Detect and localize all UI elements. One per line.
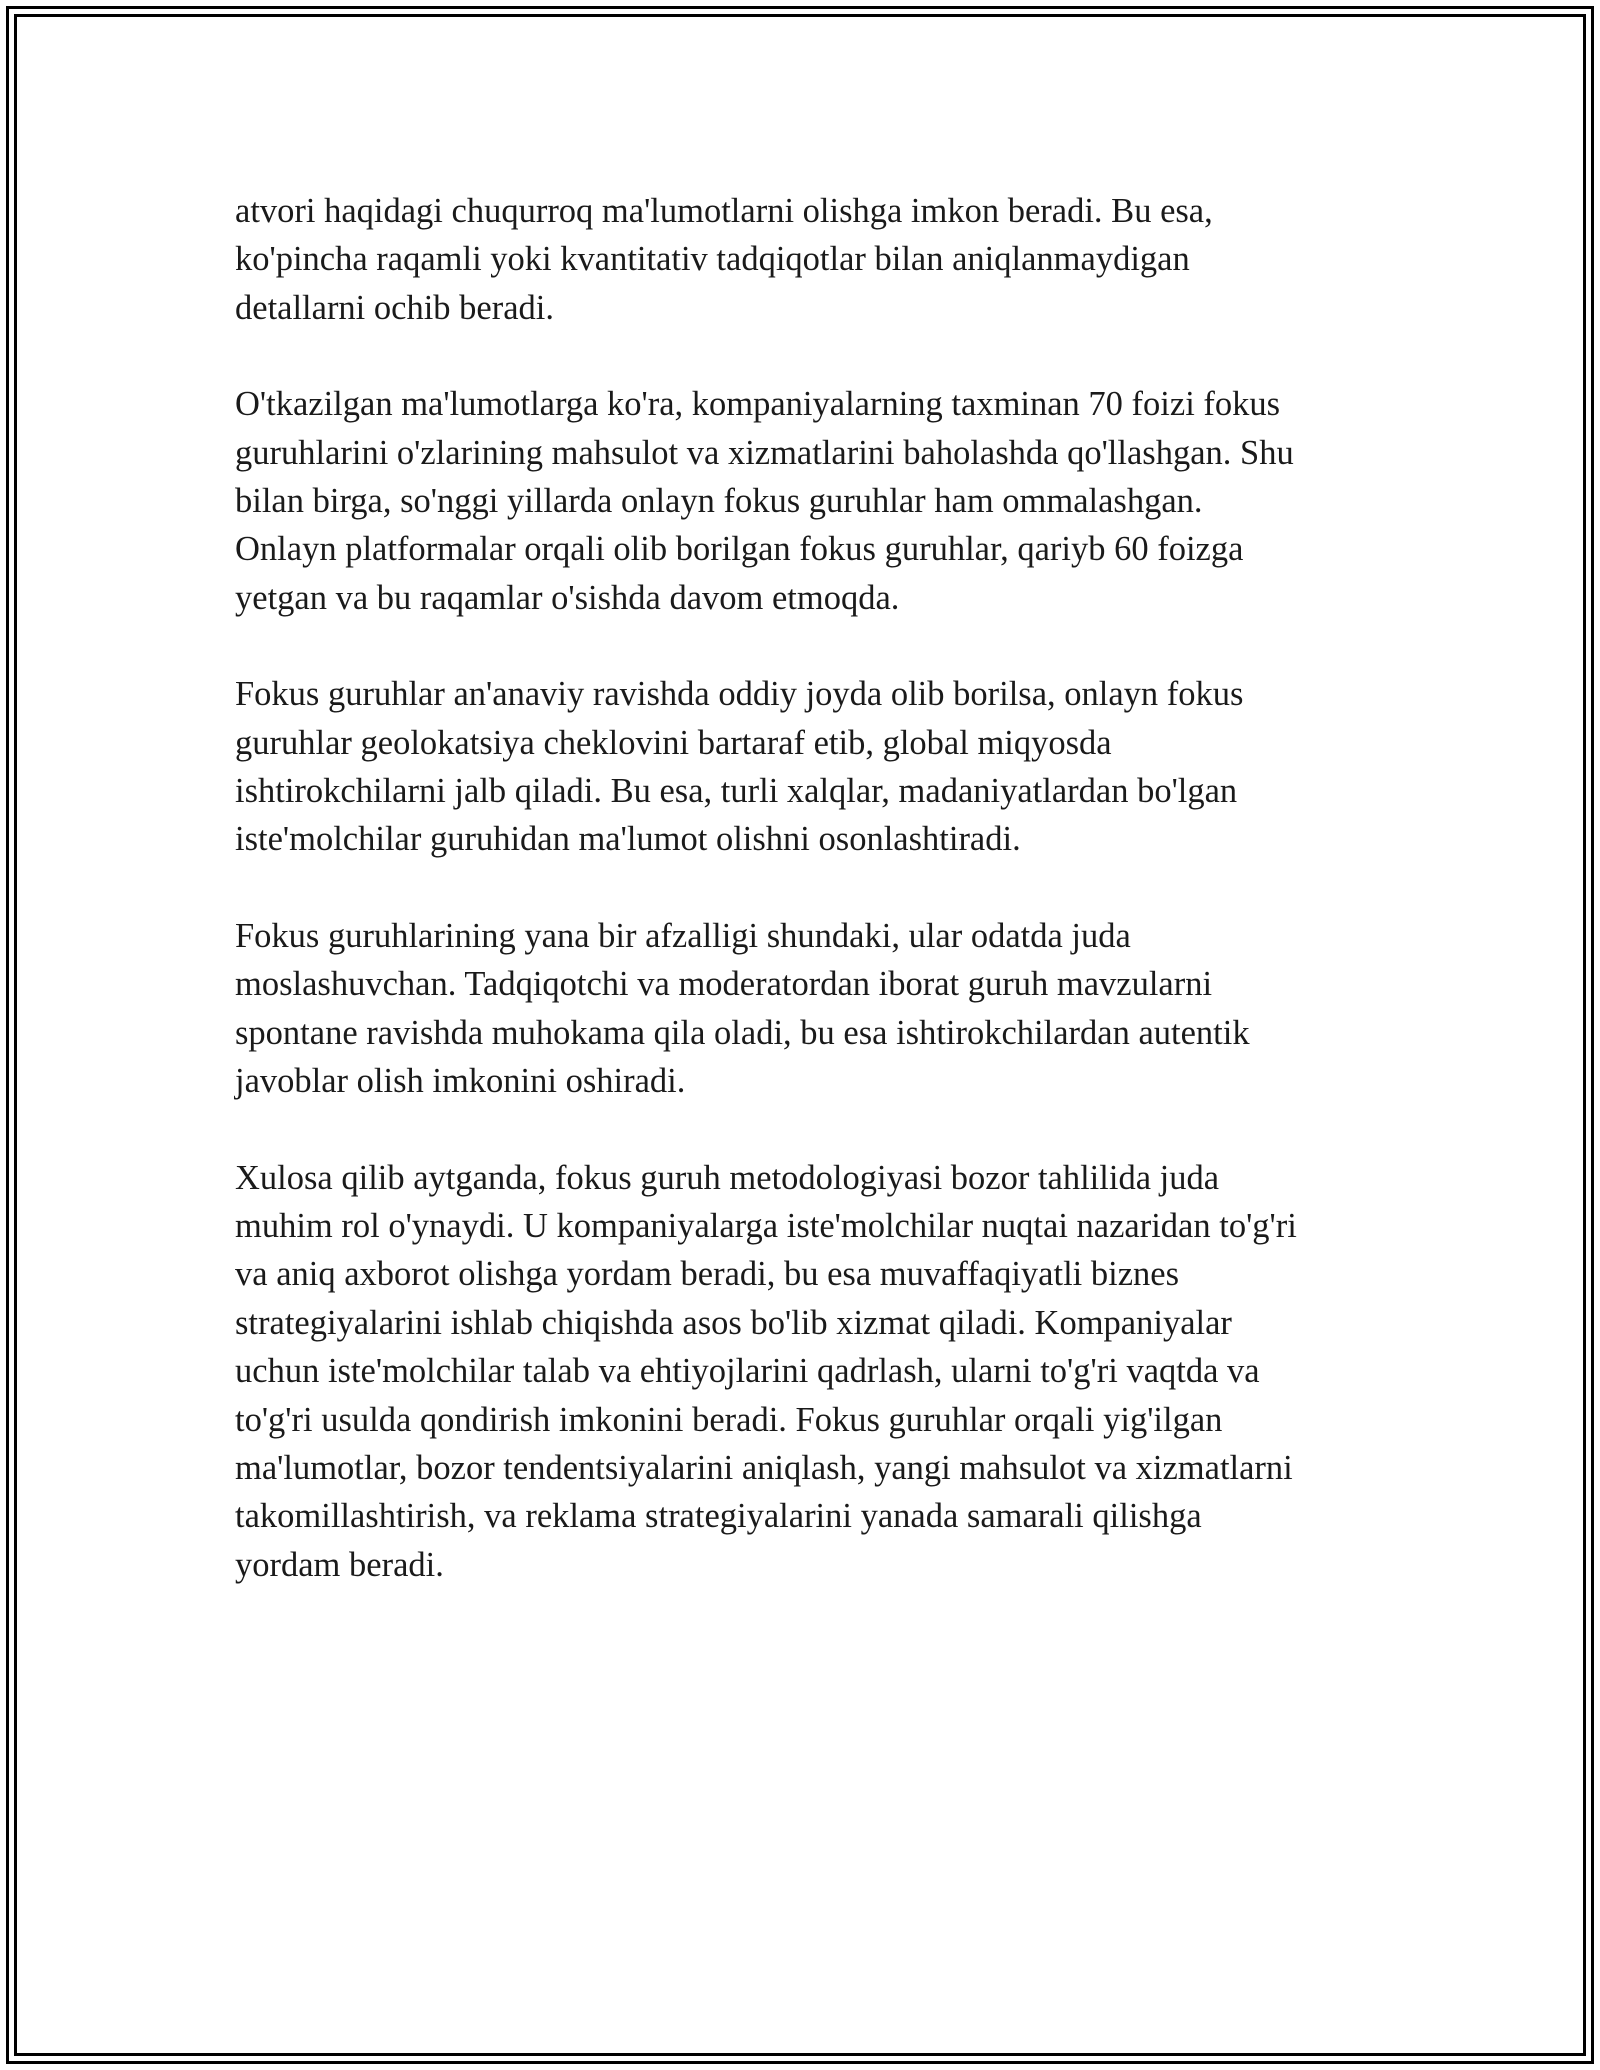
text-line: atvori haqidagi chuqurroq ma'lumotlarni olishga imkon beradi. Bu esa, bbox=[235, 192, 1213, 230]
paragraph-1 bbox=[235, 187, 1375, 332]
text-line: yordam beradi. bbox=[235, 1545, 444, 1584]
paragraph-5 bbox=[235, 1154, 1375, 1590]
text-line: muhim rol o'ynaydi. U kompaniyalarga iste'molchilar nuqtai nazaridan to'g'ri bbox=[235, 1206, 1297, 1245]
text-line: detallarni ochib beradi. bbox=[235, 288, 554, 327]
text-line: va aniq axborot olishga yordam beradi, bu esa muvaffaqiyatli biznes bbox=[235, 1255, 1179, 1294]
text-line: Fokus guruhlarining yana bir afzalligi shundaki, ular odatda juda bbox=[235, 916, 1131, 955]
text-line: moslashuvchan. Tadqiqotchi va moderatordan iborat guruh mavzularni bbox=[235, 965, 1213, 1004]
document-body bbox=[235, 187, 1375, 1637]
text-line: javoblar olish imkonini oshiradi. bbox=[235, 1062, 686, 1101]
paragraph-4 bbox=[235, 912, 1375, 1106]
text-line: guruhlar geolokatsiya cheklovini bartaraf etib, global miqyosda bbox=[235, 723, 1112, 762]
text-line: iste'molchilar guruhidan ma'lumot olishni osonlashtiradi. bbox=[235, 820, 1021, 859]
text-line: O'tkazilgan ma'lumotlarga ko'ra, kompaniyalarning taxminan 70 foizi fokus bbox=[235, 385, 1281, 424]
text-line: Fokus guruhlar an'anaviy ravishda oddiy joyda olib borilsa, onlayn fokus bbox=[235, 675, 1244, 714]
text-line: uchun iste'molchilar talab va ehtiyojlarini qadrlash, ularni to'g'ri vaqtda va bbox=[235, 1352, 1260, 1391]
text-line: ishtirokchilarni jalb qiladi. Bu esa, turli xalqlar, madaniyatlardan bo'lgan bbox=[235, 772, 1238, 811]
text-line: Xulosa qilib aytganda, fokus guruh metodologiyasi bozor tahlilida juda bbox=[235, 1158, 1220, 1197]
paragraph-3 bbox=[235, 670, 1375, 864]
text-line: Onlayn platformalar orqali olib borilgan fokus guruhlar, qariyb 60 foizga bbox=[235, 530, 1244, 569]
paragraph-2 bbox=[235, 380, 1375, 622]
text-line: guruhlarini o'zlarining mahsulot va xizmatlarini baholashda qo'llashgan. Shu bbox=[235, 433, 1294, 472]
text-line: takomillashtirish, va reklama strategiyalarini yanada samarali qilishga bbox=[235, 1497, 1202, 1536]
text-line: bilan birga, so'nggi yillarda onlayn fokus guruhlar ham ommalashgan. bbox=[235, 482, 1203, 521]
text-line: strategiyalarini ishlab chiqishda asos bo'lib xizmat qiladi. Kompaniyalar bbox=[235, 1303, 1232, 1342]
text-line: yetgan va bu raqamlar o'sishda davom etmoqda. bbox=[235, 578, 900, 617]
text-line: spontane ravishda muhokama qila oladi, bu esa ishtirokchilardan autentik bbox=[235, 1013, 1250, 1052]
text-line: ko'pincha raqamli yoki kvantitativ tadqiqotlar bilan aniqlanmaydigan bbox=[235, 240, 1190, 279]
text-line: ma'lumotlar, bozor tendentsiyalarini aniqlash, yangi mahsulot va xizmatlarni bbox=[235, 1448, 1293, 1487]
text-line: to'g'ri usulda qondirish imkonini beradi. Fokus guruhlar orqali yig'ilgan bbox=[235, 1400, 1223, 1439]
